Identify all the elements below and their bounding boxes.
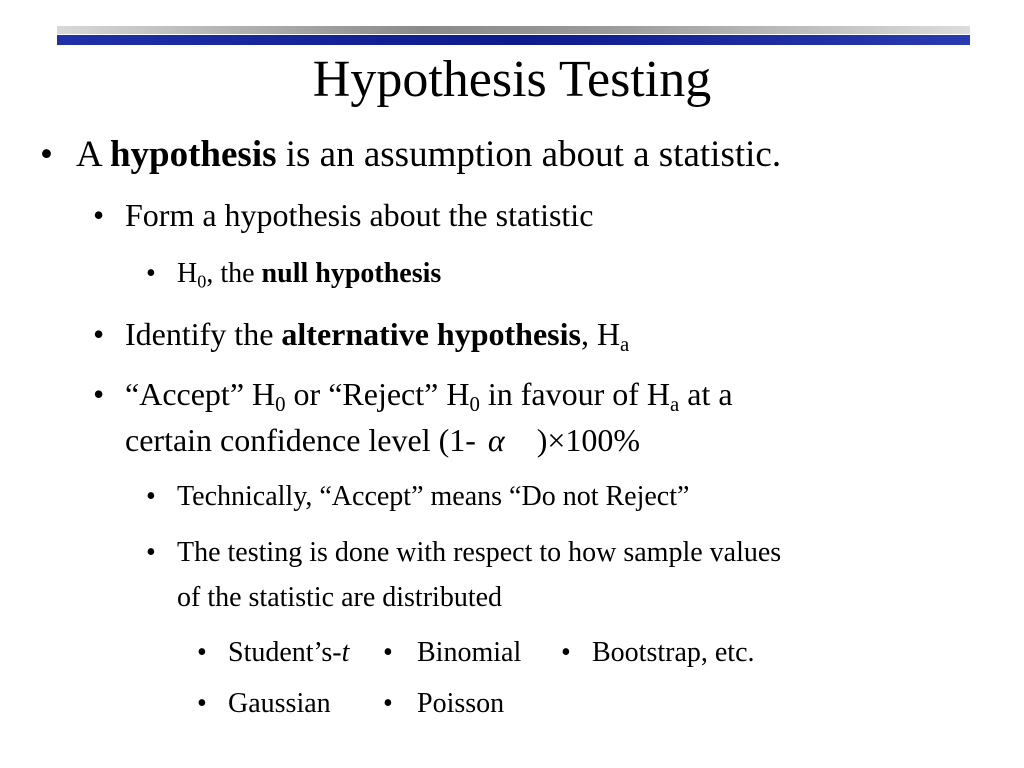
bullet-level3: • xyxy=(146,537,156,568)
bullet-form-hypothesis: Form a hypothesis about the statistic xyxy=(125,197,594,233)
bullet-accept-reject-line1: “Accept” $H_0$ or “Reject” $H_0$ in favour of $H_a$ at a xyxy=(125,376,733,417)
bullet-level1: • xyxy=(40,134,53,175)
header-gray-bar xyxy=(57,26,970,34)
dist-gaussian: Gaussian xyxy=(228,688,331,719)
bullet-testing-line1: The testing is done with respect to how sample values xyxy=(177,537,782,568)
alpha-symbol: α xyxy=(487,422,505,458)
bullet-level2: • xyxy=(93,376,105,412)
bullet-level3: • xyxy=(146,258,156,289)
dist-poisson: Poisson xyxy=(417,688,505,719)
bullet-level4: • xyxy=(197,688,207,719)
bullet-technically: Technically, “Accept” means “Do not Reject” xyxy=(177,481,690,512)
dist-bootstrap: Bootstrap, etc. xyxy=(592,637,755,668)
bullet-level3: • xyxy=(146,481,156,512)
slide-title: Hypothesis Testing xyxy=(312,51,712,108)
bullet-level4: • xyxy=(383,688,393,719)
dist-binomial: Binomial xyxy=(417,637,522,668)
dist-students-t: Student’s-t xyxy=(228,637,350,668)
bullet-testing-line2: of the statistic are distributed xyxy=(177,582,503,613)
bullet-level2: • xyxy=(93,197,105,233)
bullet-level4: • xyxy=(197,637,207,668)
bullet-hypothesis-definition: A hypothesis is an assumption about a statistic. xyxy=(76,134,782,175)
bullet-alternative-hypothesis: Identify the alternative hypothesis, $H_a$ xyxy=(125,316,630,357)
bullet-level2: • xyxy=(93,316,105,352)
bullet-null-hypothesis: $H_0$, the null hypothesis xyxy=(177,258,442,292)
header-blue-bar xyxy=(57,35,970,45)
bullet-level4: • xyxy=(383,637,393,668)
bullet-level4: • xyxy=(561,637,571,668)
bullet-accept-reject-line2: certain confidence level (1- α )×100% xyxy=(125,422,641,458)
